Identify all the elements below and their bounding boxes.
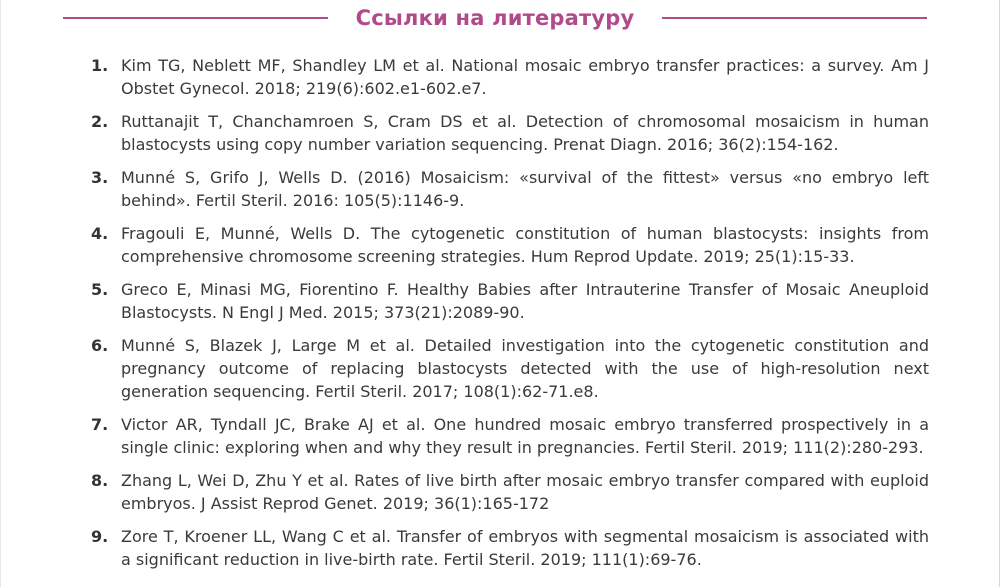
reference-item [91,469,929,515]
reference-text: Zore T, Kroener LL, Wang C et al. Transfer of embryos with segmental mosaicism is associated with a significant reduction in live-birth rate. Fertil Steril. 2019; 111(1):69-76. [121,527,929,569]
reference-text: Kim TG, Neblett MF, Shandley LM et al. National mosaic embryo transfer practices: a survey. Am J Obstet Gynecol. 2018; 219(6):602.e1-602.e7. [121,56,929,98]
header-rule-left [63,17,328,19]
reference-text: Munné S, Grifo J, Wells D. (2016) Mosaicism: «survival of the fittest» versus «no embryo left behind». Fertil Steril. 2016: 105(5):1146-9. [121,168,929,210]
reference-text: Ruttanajit T, Chanchamroen S, Cram DS et al. Detection of chromosomal mosaicism in human blastocysts using copy number variation sequencing. Prenat Diagn. 2016; 36(2):154-162. [121,112,929,154]
reference-item [91,278,929,324]
reference-item [91,413,929,459]
reference-number: 2. [91,112,109,131]
reference-number: 4. [91,224,109,243]
reference-list [91,54,929,581]
header-rule-right [662,17,927,19]
reference-item [91,222,929,268]
reference-text: Zhang L, Wei D, Zhu Y et al. Rates of live birth after mosaic embryo transfer compared with euploid embryos. J Assist Reprod Genet. 2019; 36(1):165-172 [121,471,929,513]
reference-number: 6. [91,336,109,355]
reference-item [91,110,929,156]
section-header [63,0,927,36]
reference-number: 7. [91,415,109,434]
reference-number: 3. [91,168,109,187]
section-title: Ссылки на литературу [355,6,635,30]
reference-text: Victor AR, Tyndall JC, Brake AJ et al. One hundred mosaic embryo transferred prospectively in a single clinic: exploring when and why they result in pregnancies. Fertil Steril. 2019; 111(2):280-293. [121,415,929,457]
reference-item [91,54,929,100]
reference-text: Fragouli E, Munné, Wells D. The cytogenetic constitution of human blastocysts: insights from comprehensive chromosome screening strategies. Hum Reprod Update. 2019; 25(1):15-33. [121,224,929,266]
reference-item [91,334,929,403]
reference-number: 9. [91,527,109,546]
reference-item [91,166,929,212]
reference-text: Greco E, Minasi MG, Fiorentino F. Healthy Babies after Intrauterine Transfer of Mosaic Aneuploid Blastocysts. N Engl J Med. 2015; 373(21):2089-90. [121,280,929,322]
reference-number: 5. [91,280,109,299]
reference-number: 1. [91,56,109,75]
reference-number: 8. [91,471,109,490]
reference-text: Munné S, Blazek J, Large M et al. Detailed investigation into the cytogenetic constitution and pregnancy outcome of replacing blastocysts detected with the use of high-resolution next generation sequencing. Fertil Steril. 2017; 108(1):62-71.e8. [121,336,929,401]
reference-item [91,525,929,571]
